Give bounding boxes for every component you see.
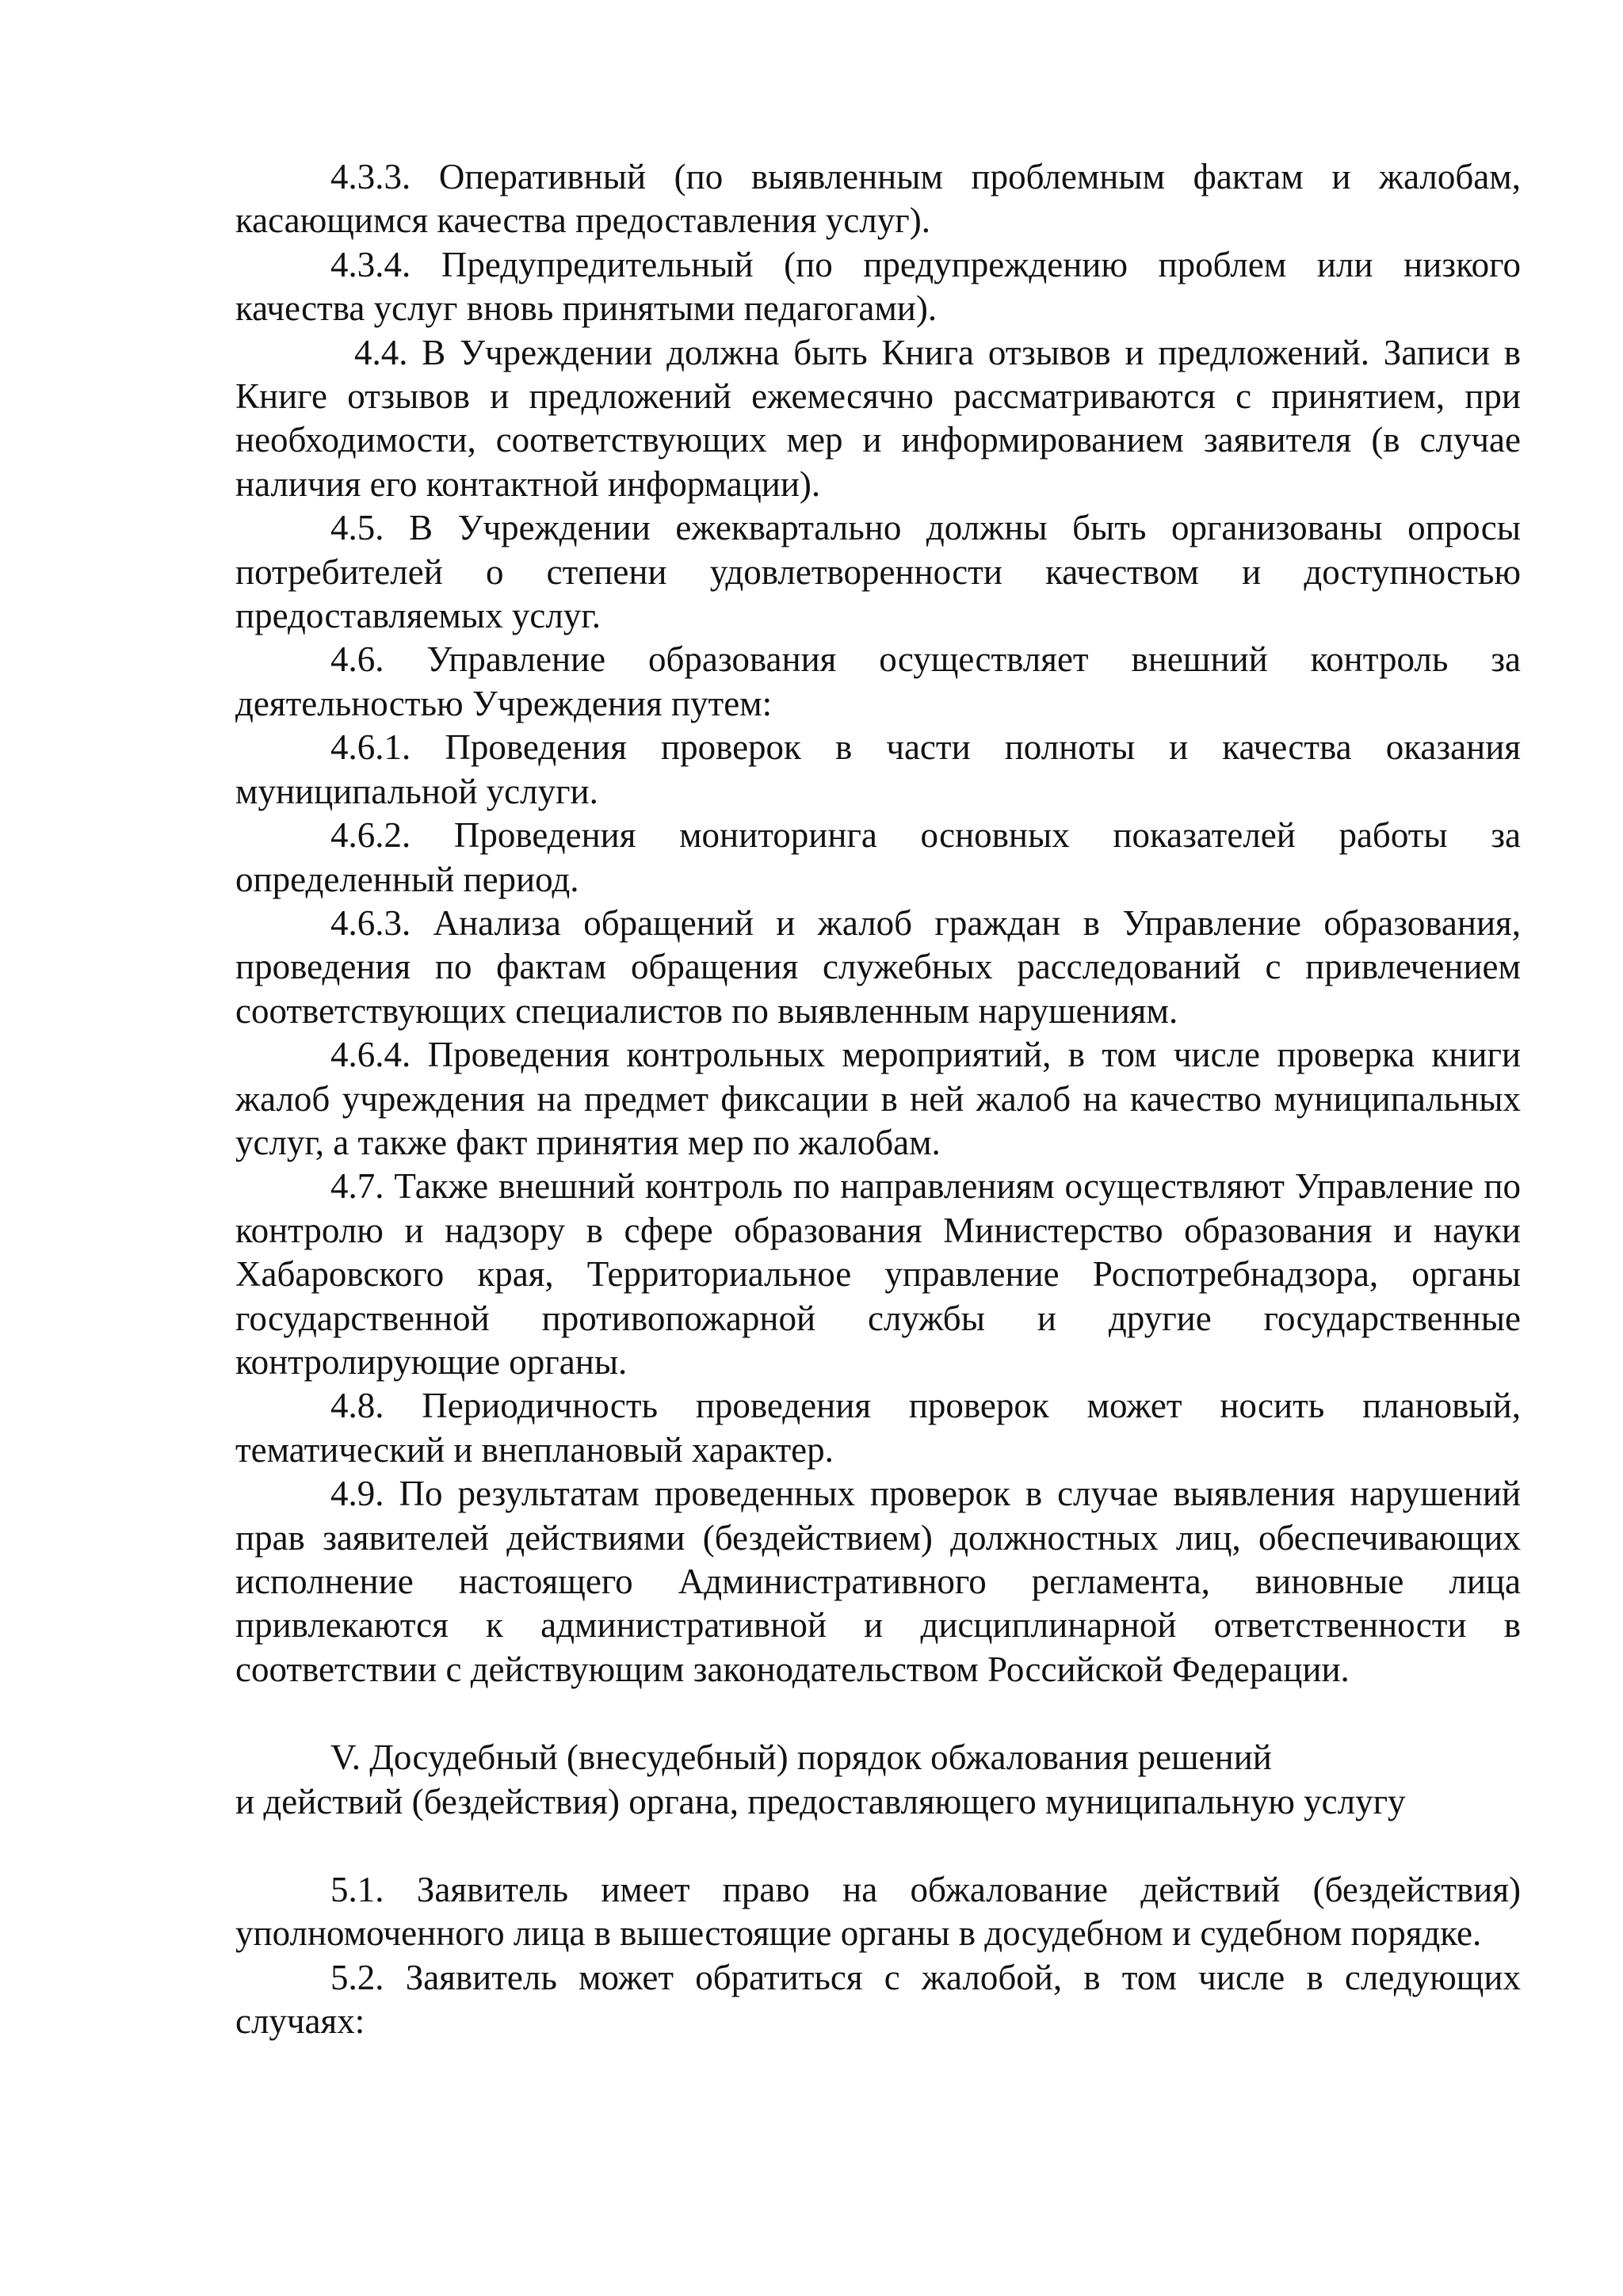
paragraph-4-8: 4.8. Периодичность проведения проверок может носить плановый, тематический и внеплановый характер.	[235, 1386, 1521, 1470]
paragraph-4-3-4: 4.3.4. Предупредительный (по предупреждению проблем или низкого качества услуг вновь принятыми педагогами).	[235, 244, 1521, 329]
paragraph-4-6-2: 4.6.2. Проведения мониторинга основных показателей работы за определенный период.	[235, 815, 1521, 899]
paragraph-4-6-4: 4.6.4. Проведения контрольных мероприятий, в том числе проверка книги жалоб учреждения на предмет фиксации в ней жалоб на качество муниципальных услуг, а также факт принятия мер по жалобам.	[235, 1035, 1521, 1162]
section-heading-line-2: и действий (бездействия) органа, предоставляющего муниципальную услугу	[235, 1781, 1406, 1821]
paragraph-5-2: 5.2. Заявитель может обратиться с жалобой, в том числе в следующих случаях:	[235, 1957, 1521, 2042]
section-heading-line-1: V. Досудебный (внесудебный) порядок обжалования решений	[330, 1737, 1272, 1778]
document-body	[235, 155, 1521, 2044]
paragraph-4-5: 4.5. В Учреждении ежеквартально должны быть организованы опросы потребителей о степени удовлетворенности качеством и доступностью предоставляемых услуг.	[235, 508, 1521, 636]
paragraph-4-4: 4.4. В Учреждении должна быть Книга отзывов и предложений. Записи в Книге отзывов и предложений ежемесячно рассматриваются с принятием, при необходимости, соответствующих мер и информированием заявителя (в случае наличия его контактной информации).	[235, 332, 1521, 504]
paragraph-4-6-1: 4.6.1. Проведения проверок в части полноты и качества оказания муниципальной услуги.	[235, 727, 1521, 811]
paragraph-4-6: 4.6. Управление образования осуществляет внешний контроль за деятельностью Учреждения путем:	[235, 639, 1521, 723]
paragraph-4-6-3: 4.6.3. Анализа обращений и жалоб граждан в Управление образования, проведения по фактам обращения служебных расследований с привлечением соответствующих специалистов по выявленным нарушениям.	[235, 902, 1521, 1031]
paragraph-4-9: 4.9. По результатам проведенных проверок в случае выявления нарушений прав заявителей действиями (бездействием) должностных лиц, обеспечивающих исполнение настоящего Административного регламента, виновные лица привлекаются к административной и дисциплинарной ответственности в соответствии с действующим законодательством Российской Федерации.	[235, 1474, 1521, 1689]
section-v-heading	[235, 1736, 1521, 1824]
paragraph-4-7: 4.7. Также внешний контроль по направлениям осуществляют Управление по контролю и надзору в сфере образования Министерство образования и науки Хабаровского края, Территориальное управление Роспотребнадзора, органы государственной противопожарной службы и другие государственные контролирующие органы.	[235, 1166, 1521, 1382]
paragraph-5-1: 5.1. Заявитель имеет право на обжалование действий (бездействия) уполномоченного лица в вышестоящие органы в досудебном и судебном порядке.	[235, 1870, 1521, 1954]
paragraph-4-3-3: 4.3.3. Оперативный (по выявленным проблемным фактам и жалобам, касающимся качества предоставления услуг).	[235, 157, 1521, 241]
